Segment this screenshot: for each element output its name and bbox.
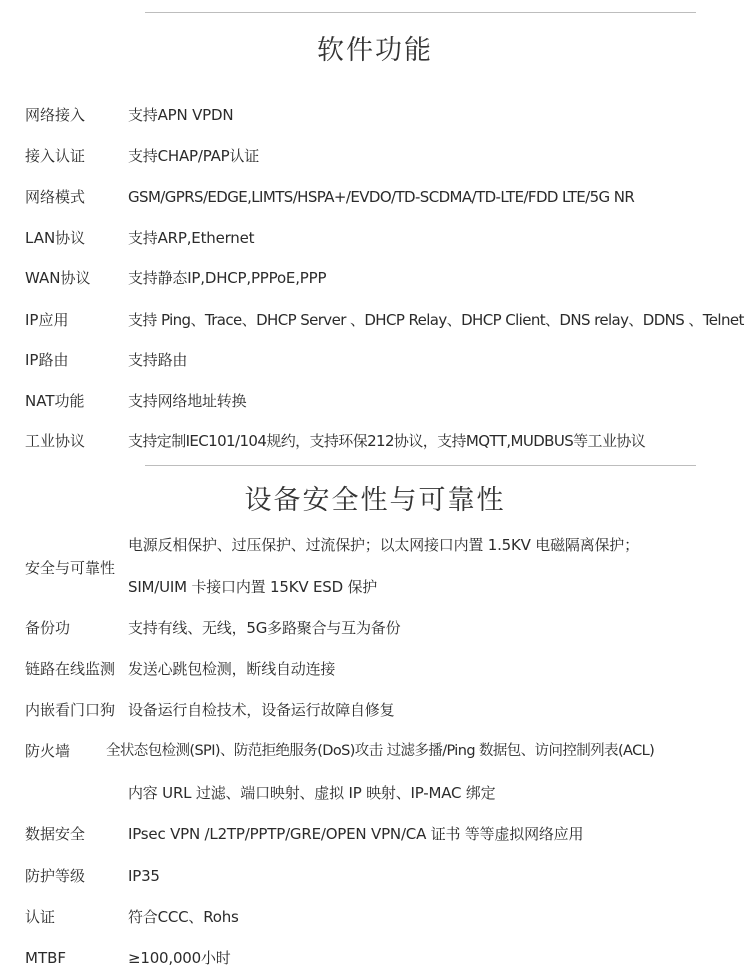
spec-label-ip-routing: IP路由: [25, 351, 69, 369]
spec-value-ip-routing: 支持路由: [128, 351, 188, 369]
spec-label-lan-protocol: LAN协议: [25, 229, 86, 247]
spec-value-network-mode: GSM/GPRS/EDGE,LIMTS/HSPA+/EVDO/TD-SCDMA/TD-LTE/FDD LTE/5G NR: [128, 188, 635, 206]
spec-value-ip-application: 支持 Ping、Trace、DHCP Server 、DHCP Relay、DHCP Client、DNS relay、DDNS 、Telnet: [128, 311, 744, 329]
spec-label-ip-application: IP应用: [25, 311, 69, 329]
spec-value-safety-line2: SIM/UIM 卡接口内置 15KV ESD 保护: [128, 578, 378, 596]
security-section-title: 设备安全性与可靠性: [244, 485, 506, 516]
spec-value-access-auth: 支持CHAP/PAP认证: [128, 147, 260, 165]
spec-label-wan-protocol: WAN协议: [25, 269, 91, 287]
spec-value-safety-line1: 电源反相保护、过压保护、过流保护；以太网接口内置 1.5KV 电磁隔离保护；: [128, 536, 639, 554]
spec-label-safety: 安全与可靠性: [25, 559, 116, 577]
spec-label-mtbf: MTBF: [25, 949, 67, 967]
spec-value-backup: 支持有线、无线，5G多路聚合与互为备份: [128, 619, 401, 637]
spec-label-backup: 备份功: [25, 619, 71, 637]
spec-label-certification: 认证: [25, 908, 56, 926]
spec-label-nat: NAT功能: [25, 392, 85, 410]
top-divider: [145, 12, 696, 13]
spec-value-firewall-line2: 内容 URL 过滤、端口映射、虚拟 IP 映射、IP-MAC 绑定: [128, 784, 496, 802]
spec-label-data-security: 数据安全: [25, 825, 86, 843]
spec-value-nat: 支持网络地址转换: [128, 392, 247, 410]
software-section-title: 软件功能: [317, 35, 433, 66]
spec-value-network-access: 支持APN VPDN: [128, 106, 234, 124]
spec-value-watchdog: 设备运行自检技术，设备运行故障自修复: [128, 701, 395, 719]
spec-value-protection-level: IP35: [128, 867, 160, 885]
spec-label-industrial-protocol: 工业协议: [25, 432, 86, 450]
spec-label-access-auth: 接入认证: [25, 147, 86, 165]
spec-label-protection-level: 防护等级: [25, 867, 86, 885]
spec-value-mtbf: ≥100,000小时: [128, 949, 231, 967]
spec-label-link-monitor: 链路在线监测: [25, 660, 116, 678]
section-divider: [145, 465, 696, 466]
spec-label-watchdog: 内嵌看门口狗: [25, 701, 116, 719]
spec-label-firewall: 防火墙: [25, 742, 71, 760]
spec-value-certification: 符合CCC、Rohs: [128, 908, 239, 926]
spec-label-network-access: 网络接入: [25, 106, 86, 124]
spec-value-industrial-protocol: 支持定制IEC101/104规约，支持环保212协议，支持MQTT,MUDBUS等工业协议: [128, 432, 646, 450]
spec-value-firewall-line1: 全状态包检测(SPI)、防范拒绝服务(DoS)攻击 过滤多播/Ping 数据包、访问控制列表(ACL): [106, 743, 655, 759]
spec-value-wan-protocol: 支持静态IP,DHCP,PPPoE,PPP: [128, 269, 327, 287]
spec-value-data-security: IPsec VPN /L2TP/PPTP/GRE/OPEN VPN/CA 证书 等等虚拟网络应用: [128, 825, 584, 843]
spec-value-lan-protocol: 支持ARP,Ethernet: [128, 229, 255, 247]
spec-label-network-mode: 网络模式: [25, 188, 86, 206]
spec-value-link-monitor: 发送心跳包检测，断线自动连接: [128, 660, 336, 678]
